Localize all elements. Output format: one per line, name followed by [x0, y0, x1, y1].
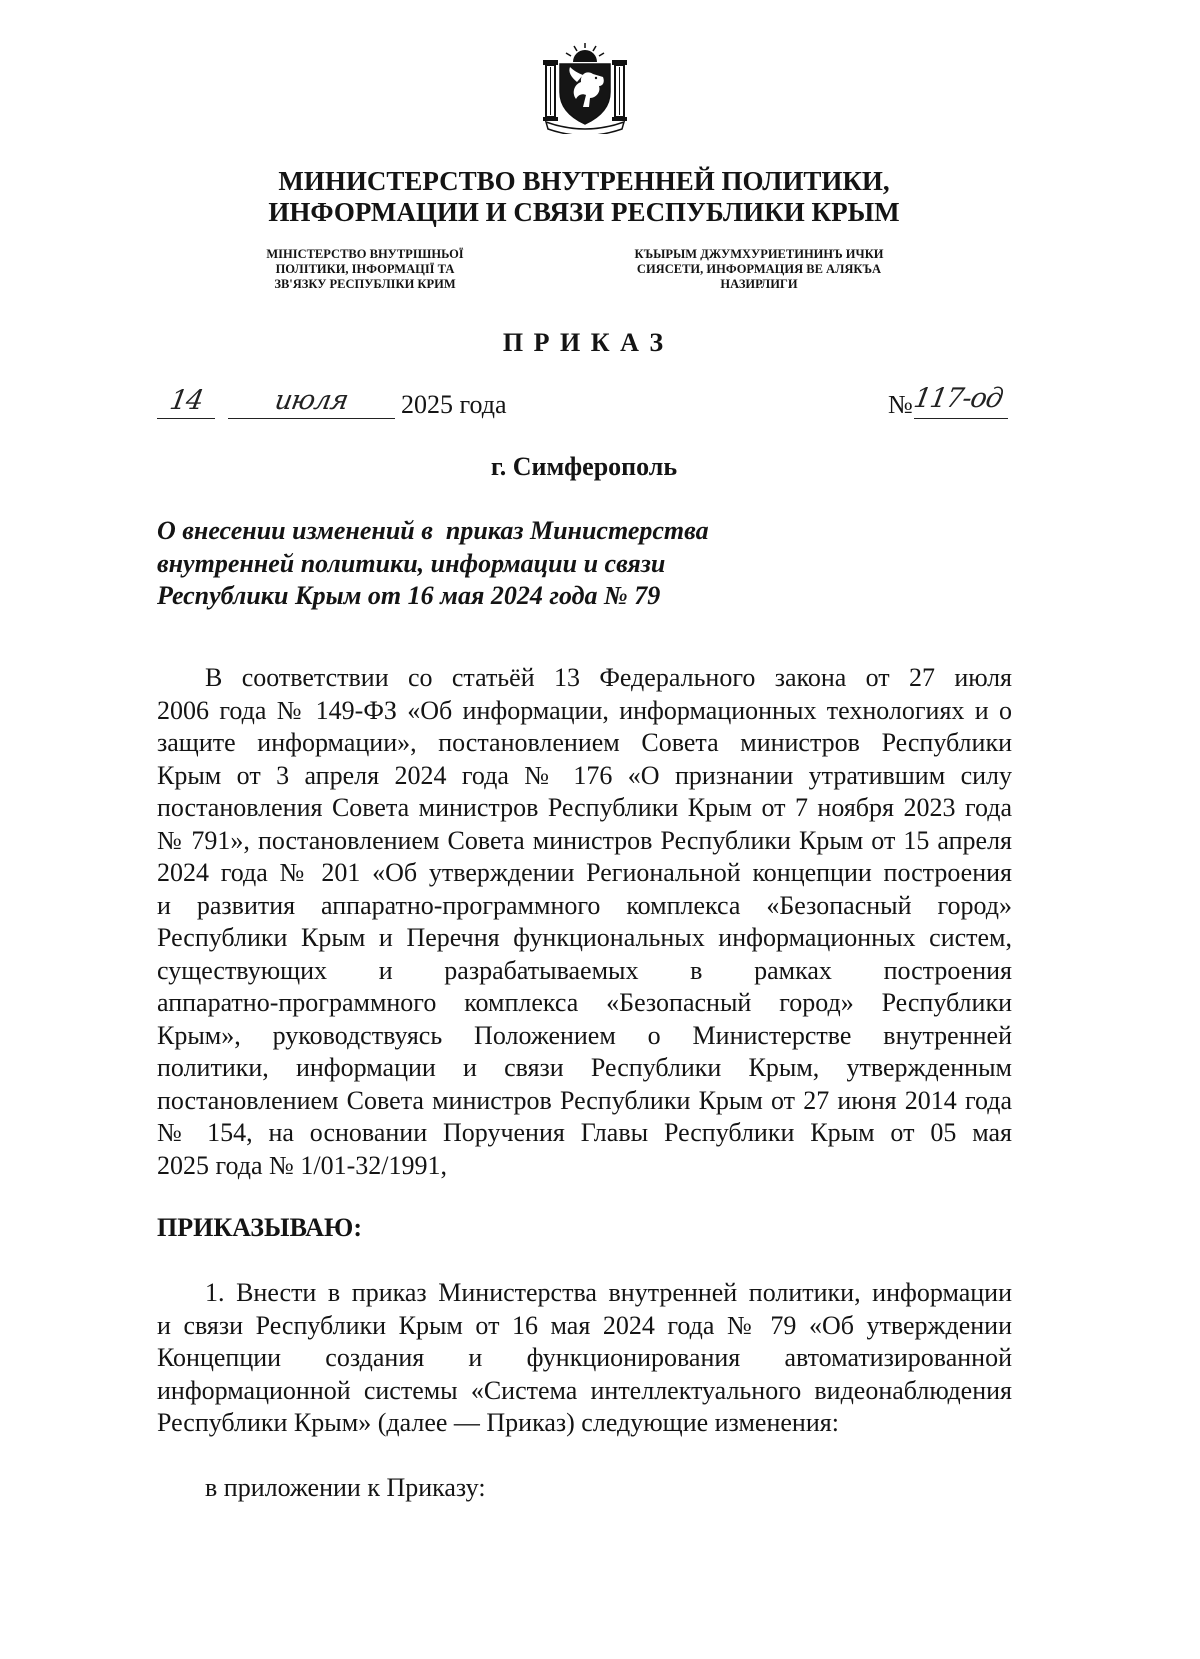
paragraph-line: Республики Крым и Перечня функциональных информационных систем, — [157, 923, 1012, 952]
title-line: Республики Крым от 16 мая 2024 года № 79 — [157, 581, 661, 610]
document-number-text: 117-од — [911, 383, 1005, 414]
paragraph-line: Крым», руководствуясь Положением о Министерстве внутренней — [157, 1020, 1012, 1050]
ukrainian-name-line: ЗВ'ЯЗКУ РЕСПУБЛІКИ КРИМ — [274, 277, 456, 291]
city: г. Симферополь — [490, 452, 678, 481]
paragraph-line: существующих и разрабатываемых в рамках построения — [157, 955, 1012, 985]
paragraph-line: защите информации», постановлением Совета министров Республики — [157, 728, 1012, 757]
number-label: № — [888, 390, 913, 419]
title-line: О внесении изменений в приказ Министерства — [157, 516, 709, 545]
ministry-name-ukrainian — [240, 247, 490, 292]
date-day-text: 14 — [167, 385, 205, 416]
ministry-title-line-1: МИНИСТЕРСТВО ВНУТРЕННЕЙ ПОЛИТИКИ, — [278, 166, 890, 196]
paragraph-line: политики, информации и связи Республики Крым, утвержденным — [157, 1053, 1012, 1082]
crimean-tatar-name-line: КЪЫРЫМ ДЖУМХУРИЕТИНИНЪ ИЧКИ — [634, 247, 884, 261]
paragraph-line: Республики Крым» (далее — Приказ) следующие изменения: — [157, 1408, 839, 1437]
paragraph-line: № 154, на основании Поручения Главы Республики Крым от 05 мая — [157, 1118, 1012, 1147]
order-word: ПРИКАЗЫВАЮ: — [157, 1213, 362, 1242]
date-day-handwritten — [157, 384, 215, 419]
document-title — [157, 515, 709, 613]
ministry-title — [184, 166, 984, 228]
ukrainian-name-line: МІНІСТЕРСТВО ВНУТРІШНЬОЇ — [266, 247, 464, 261]
paragraph-line: информационной системы «Система интеллектуального видеонаблюдения — [157, 1375, 1012, 1405]
sub-item-text: в приложении к Приказу: — [205, 1473, 486, 1502]
order-item-1 — [157, 1277, 1012, 1440]
paragraph-line: 1. Внести в приказ Министерства внутренней политики, информации — [205, 1278, 1012, 1307]
crimean-tatar-name-line: НАЗИРЛИГИ — [720, 277, 798, 291]
document-type-heading: П Р И К А З — [502, 328, 666, 357]
ministry-name-crimean-tatar — [618, 247, 900, 292]
paragraph-line: 2006 года № 149-ФЗ «Об информации, информационных технологиях и о — [157, 695, 1012, 725]
title-line: внутренней политики, информации и связи — [157, 548, 666, 578]
date-month-handwritten — [228, 384, 395, 419]
paragraph-line: и связи Республики Крым от 16 мая 2024 года № 79 «Об утверждении — [157, 1310, 1012, 1340]
paragraph-line: постановления Совета министров Республики Крым от 7 ноября 2023 года — [157, 793, 1012, 822]
paragraph-line: постановлением Совета министров Республики Крым от 27 июня 2014 года — [157, 1085, 1012, 1115]
ukrainian-name-line: ПОЛІТИКИ, ІНФОРМАЦІЇ ТА — [275, 262, 455, 276]
paragraph-line: Крым от 3 апреля 2024 года № 176 «О признании утратившим силу — [157, 760, 1012, 790]
paragraph-line: аппаратно-программного комплекса «Безопасный город» Республики — [157, 988, 1012, 1017]
date-year: 2025 года — [401, 390, 507, 419]
date-month-text: июля — [272, 385, 351, 416]
crimean-tatar-name-line: СИЯСЕТИ, ИНФОРМАЦИЯ ВЕ АЛЯКЪА — [636, 262, 882, 276]
ministry-title-line-2: ИНФОРМАЦИИ И СВЯЗИ РЕСПУБЛИКИ КРЫМ — [268, 197, 900, 227]
paragraph-line: Концепции создания и функционирования автоматизированной — [157, 1343, 1012, 1372]
paragraph-line: 2025 года № 1/01-32/1991, — [157, 1150, 447, 1180]
paragraph-line: и развития аппаратно-программного комплекса «Безопасный город» — [157, 890, 1012, 920]
paragraph-line: 2024 года № 201 «Об утверждении Региональной концепции построения — [157, 858, 1012, 887]
paragraph-line: В соответствии со статьёй 13 Федерального закона от 27 июля — [205, 663, 1012, 692]
document-number-handwritten — [911, 382, 1008, 419]
paragraph-line: № 791», постановлением Совета министров Республики Крым от 15 апреля — [157, 825, 1012, 855]
preamble-paragraph — [157, 662, 1012, 1182]
coat-of-arms-icon — [540, 42, 630, 134]
